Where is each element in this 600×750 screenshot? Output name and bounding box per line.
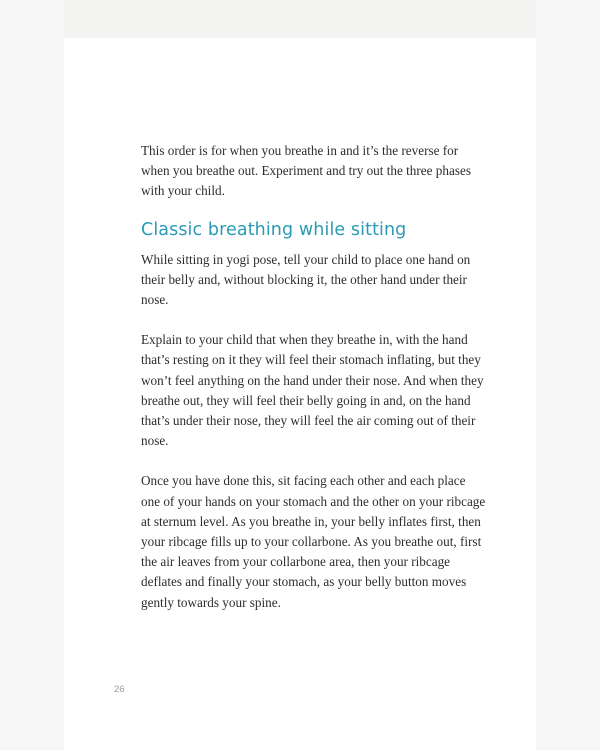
- paragraph-2: Explain to your child that when they breathe in, with the hand that’s resting on it they will feel their stomach inflating, but they won’t feel anything on the hand under their nose. And when they breathe out, they will feel their belly going in and, on the hand that’s under their nose, they will feel the air coming out of their nose.: [141, 332, 484, 449]
- paragraph-3: Once you have done this, sit facing each other and each place one of your hands on your stomach and the other on your ribcage at sternum level. As you breathe in, your belly inflates first, then your ribcage fills up to your collarbone. As you breathe out, first the air leaves from your collarbone area, then your ribcage deflates and finally your stomach, as your belly button moves gently towards your spine.: [141, 473, 486, 610]
- paragraph-1: While sitting in yogi pose, tell your child to place one hand on their belly and, without blocking it, the other hand under their nose.: [141, 251, 471, 308]
- page-top-strip: [64, 0, 536, 38]
- intro-paragraph: This order is for when you breathe in and it’s the reverse for when you breathe out. Experiment and try out the three phases with your child.: [141, 143, 471, 199]
- page-number: 26: [114, 684, 125, 695]
- section-heading: Classic breathing while sitting: [141, 219, 407, 240]
- page-content: [141, 141, 486, 613]
